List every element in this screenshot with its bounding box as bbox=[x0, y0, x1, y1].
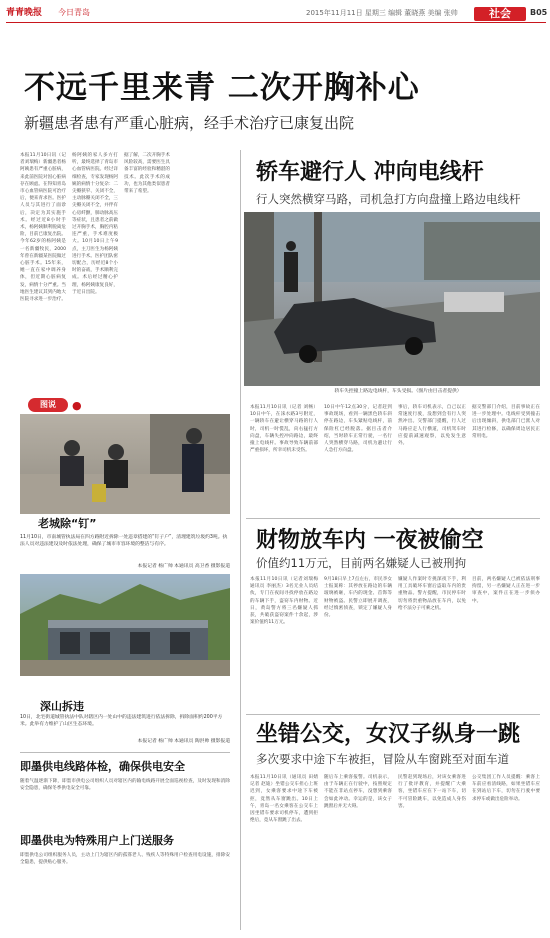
brief2-title: 即墨供电为特殊用户上门送服务 bbox=[20, 834, 174, 847]
tuxun-label bbox=[28, 398, 68, 412]
bus-headline: 坐错公交，女汉子纵身一跳 bbox=[256, 722, 521, 747]
section-label: 社会 bbox=[474, 7, 526, 21]
lead-body-col2: 杨阿姨的家人多方打听，最终选择了青岛市心血管病医院。经过详细检查，专家发现杨阿姨的病情十分复杂：二尖瓣狭窄、关闭不全，主动脉瓣关闭不全，三尖瓣关闭不全，并伴有心房纤颤，肺动脉高压等症状，且患者之前做过开胸手术，胸腔内粘连严重，手术难度极大。10月10日上午9点，主刀医生为杨阿姨进行手术。医护团队密切配合，历经近8个小时的奋战，手术顺利完成。术后经过精心护理，杨阿姨康复良好，于近日出院。 bbox=[72, 153, 118, 295]
lead-body-col3: 据了解，二次开胸手术风险较高，需要医生具备丰富的经验和精湛的技术。此次手术的成功，也为其他类似患者带来了希望。 bbox=[124, 153, 170, 195]
car-subhead: 行人突然横穿马路，司机急打方向盘撞上路边电线杆 bbox=[256, 192, 521, 206]
lead-body-col1: 本报11月10日讯（记者刘瑞梅）新疆患者杨阿姨患有严重心脏病，来此前医院对因心脏病存在顾虑。在得知青岛市心血管病医院可治疗后，便来青求医。医护人员与其进行了面诊后，决定为其实施手术。经过近8小时手术，杨阿姨顺利脱离危险，目前已康复出院。今年62岁的杨阿姨是一名新疆牧民，2000年曾在新疆某医院做过心脏手术。15年来，她一直在家中调养身体，但近期心脏病复发，病情十分严重。当地医生建议其到内地大医院寻求进一步治疗。 bbox=[20, 153, 66, 303]
brief2-body: 即墨供电公司组织服务人员，主动上门为辖区内的孤寡老人、残疾人等特殊用户检查用电设施，排除安全隐患，提供贴心服务。 bbox=[20, 853, 230, 866]
lead-headline: 不远千里来青 二次开胸补心 bbox=[24, 70, 420, 106]
column-divider bbox=[240, 150, 241, 930]
theft-body-col3: 嫌疑人作案时专挑深夜下手，利用工具破坏车窗后盗取车内的贵重物品。警方提醒，市民停车时切勿将贵重物品放在车内，以免给不法分子可乘之机。 bbox=[398, 577, 466, 611]
bus-body-col1: 本报11月10日讯（通讯员 田婧 记者 赵迪）坐错公交车担心上班迟到，女乘客要求中途下车被拒，竟然从车窗跳出。10日上午，青岛一名女乘客在公交车上因坐错车要求司机停车，遭到拒绝后，竟从车窗跳了出去。 bbox=[250, 775, 318, 824]
car-photo bbox=[244, 212, 540, 386]
car-body-col4: 据交警部门介绍，目前事故正在进一步处理中。电线杆受到撞击后出现倾斜，供电部门已派人对其进行检修，以确保周边居民正常用电。 bbox=[472, 405, 540, 439]
tuxun-bullet: ● bbox=[72, 399, 82, 412]
theft-body-col1: 本报11月10日讯（记者刘瑞梅 通讯员 李丽杰）3名无业人员结伙，专门在夜间寻找停放在路边的车辆下手，盗窃车内财物。近日，黄岛警方将三名嫌疑人抓获，共破获盗窃案件十余起，涉案价值约11万元。 bbox=[250, 577, 318, 626]
car-headline: 轿车避行人 冲向电线杆 bbox=[256, 160, 484, 185]
demolish-photo bbox=[20, 574, 230, 676]
brief1-body: 随着气温逐渐下降，即墨市供电公司组织人员对辖区内的输电线路开展全面巡视检查，及时发现和消除安全隐患，确保冬季供电安全可靠。 bbox=[20, 779, 230, 792]
page-slug: 今日青岛 bbox=[58, 8, 90, 17]
car-photo-caption: 轿车失控撞上路边电线杆，车头受损。（图片由目击者提供） bbox=[334, 389, 462, 394]
newspaper-brand: 青青晚报 bbox=[6, 8, 43, 18]
page-number: B05 bbox=[530, 8, 548, 17]
car-body-col2: 10日中午12点30分，记者赶到事故现场，看到一辆黑色轿车斜停在路边，车头紧贴电线杆，前保险杠已经脱落。据目击者介绍，当时轿车正常行驶，一名行人突然横穿马路，司机为避让行人急打方向盘。 bbox=[324, 405, 392, 454]
divider bbox=[246, 518, 540, 519]
date-line: 2015年11月11日 星期三 编辑 董晓燕 美编 张帅 bbox=[306, 9, 458, 17]
bus-body-col3: 民警赶到现场后，对该女乘客进行了批评教育，并提醒广大乘客，坐错车应在下一站下车，切不可冒险跳车，以免造成人身伤害。 bbox=[398, 775, 466, 809]
masthead-rule bbox=[6, 22, 546, 23]
bus-body-col4: 公交集团工作人员提醒：乘客上车前应看清线路，如果坐错车应在到站后下车，切勿在行驶中要求停车或做出危险举动。 bbox=[472, 775, 540, 802]
demolish-caption: 10日，北宅街道城管执法中队对辖区内一处山中的违法建筑进行依法拆除，拆除面积约200平方米。此举有力维护了山区生态环境。 bbox=[20, 715, 223, 727]
nail-photo-graphic bbox=[20, 414, 230, 514]
theft-subhead: 价值约11万元，目前两名嫌疑人已被刑拘 bbox=[256, 556, 467, 570]
demolish-photo-graphic bbox=[20, 574, 230, 676]
theft-headline: 财物放车内 一夜被偷空 bbox=[256, 528, 484, 553]
nail-title: 老城除“钉” bbox=[38, 517, 97, 530]
brief1-title: 即墨供电线路体检，确保供电安全 bbox=[20, 760, 185, 773]
tuxun-label-text: 图说 bbox=[40, 400, 56, 409]
demolish-title: 深山拆违 bbox=[40, 700, 84, 713]
masthead bbox=[6, 5, 546, 21]
car-body-col1: 本报11月10日讯（记者 刘畅）10日中午，在涞水路3号附近，一辆轿车在避让横穿马路的行人时，司机一时慌乱，向右猛打方向盘，车辆失控冲向路边，最终撞上电线杆。事故导致车辆前部严重损坏，所幸司机未受伤。 bbox=[250, 405, 318, 454]
divider bbox=[20, 752, 230, 753]
bus-body-col2: 随后车上乘客报警。司机表示，由于车辆正在行驶中，按照规定不能在非站点停车，没想到乘客会如此冲动。幸运的是，该女子跳窗后并无大碍。 bbox=[324, 775, 392, 809]
car-body-col3: 事后，轿车司机表示，自己以正常速度行驶，没想到会有行人突然冲出。交警部门提醒，行人过马路应走人行横道，司机驾车时应提前减速观察，以免发生意外。 bbox=[398, 405, 466, 447]
theft-body-col4: 目前，两名嫌疑人已被依法刑事拘留，另一名嫌疑人正在进一步审查中，案件正在进一步侦办中。 bbox=[472, 577, 540, 604]
nail-credit: 本报记者 杨广帅 本通讯员 高卫香 摄影报道 bbox=[137, 564, 230, 569]
theft-body-col2: 9月18日早上7点左右，市民李女士报案称：其停放在路边的车辆玻璃被砸，车内的现金、首饰等财物被盗。民警立即展开调查，经过缜密侦查，锁定了嫌疑人身份。 bbox=[324, 577, 392, 619]
bus-subhead: 多次要求中途下车被拒，冒险从车窗跳至对面车道 bbox=[256, 752, 509, 766]
nail-caption: 11月10日，市南城管执法局在四方路附近拆除一处违章搭建的“钉子户”，清理建筑垃圾约3吨。执法人员对违法建设及时依法处理，确保了城市市容环境的整洁与有序。 bbox=[20, 535, 228, 547]
car-photo-graphic bbox=[244, 212, 540, 386]
lead-subhead: 新疆患者患有严重心脏病，经手术治疗已康复出院 bbox=[24, 114, 355, 132]
demolish-credit: 本报记者 杨广帅 本通讯员 陶洪帅 摄影报道 bbox=[137, 739, 230, 744]
nail-photo bbox=[20, 414, 230, 514]
divider bbox=[246, 714, 540, 715]
